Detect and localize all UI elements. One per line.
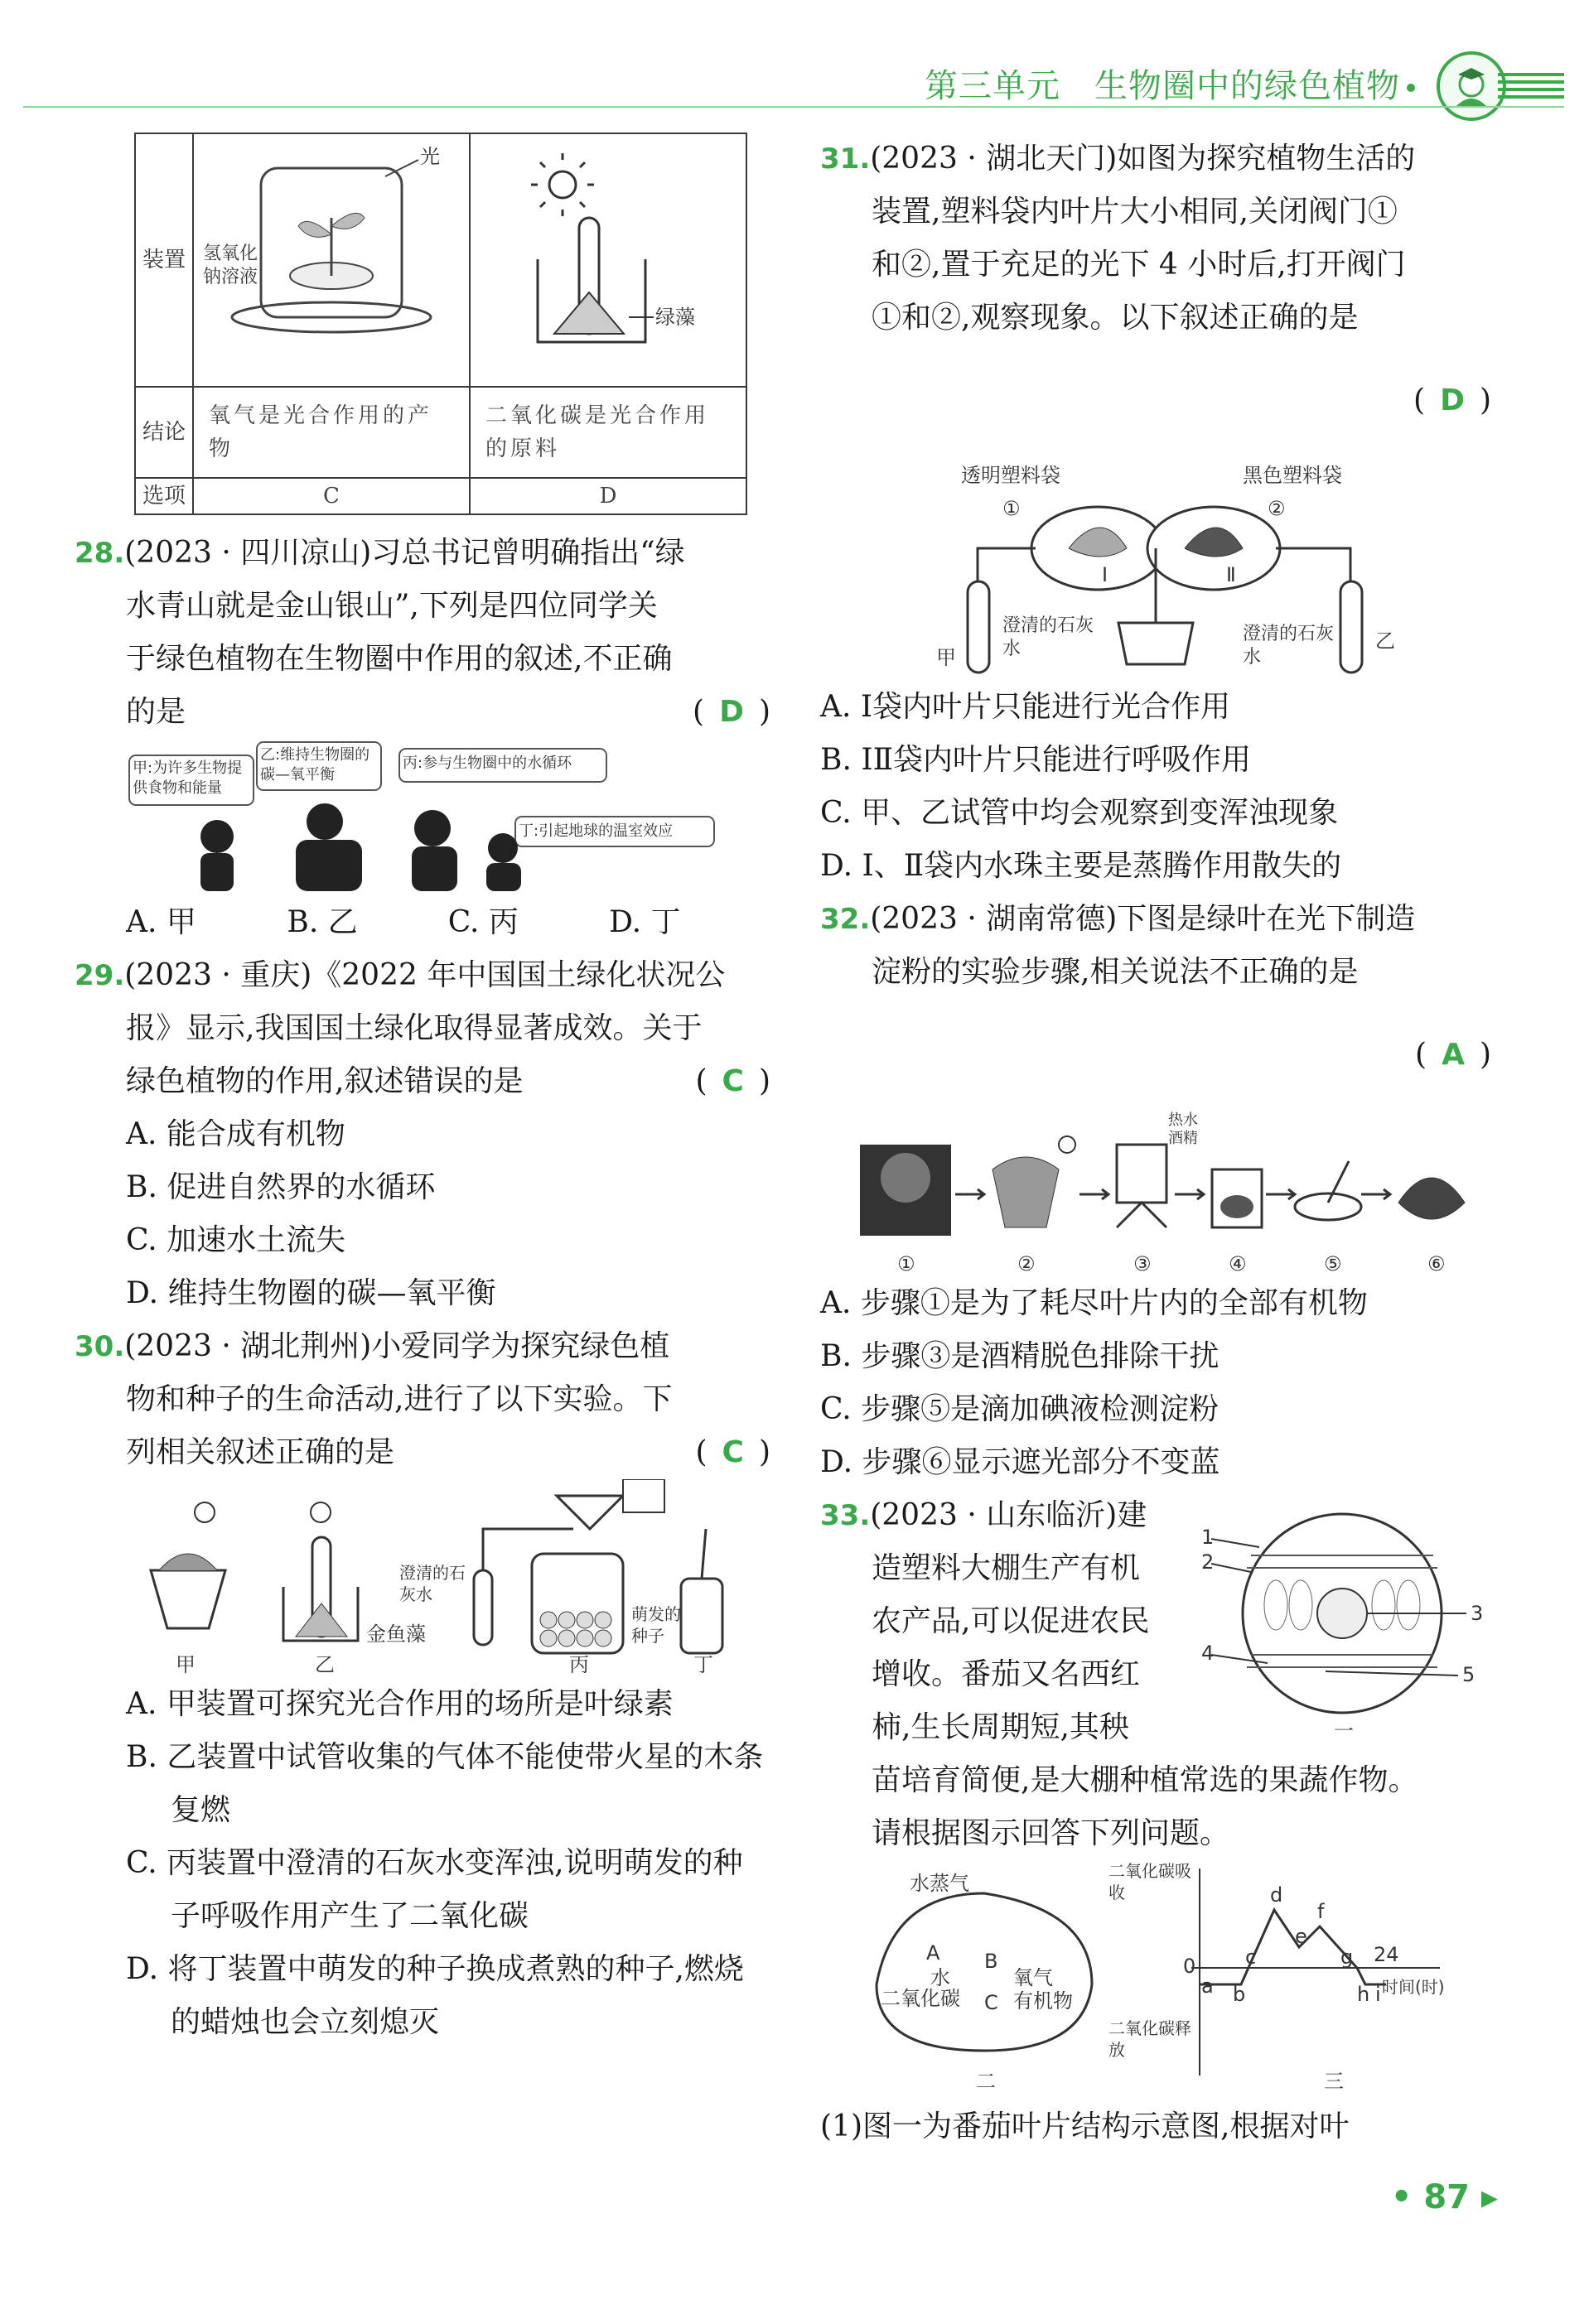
question-text: (2023 · 四川凉山)习总书记曾明确指出“绿 — [124, 536, 685, 570]
fig1-label: 1 — [1201, 1526, 1215, 1549]
label-jia: 甲 — [176, 1653, 196, 1676]
label-water: 水 — [930, 1966, 950, 1989]
question-32 — [820, 893, 1491, 1489]
label-bag1: Ⅰ — [1102, 563, 1108, 586]
answer-bracket: ( C ) — [695, 1435, 770, 1469]
question-text: (2023 · 湖北天门)如图为探究植物生活的 — [870, 142, 1416, 176]
question-text: (2023 · 重庆)《2022 年中国国土绿化状况公 — [124, 958, 726, 992]
point-label: g — [1340, 1946, 1354, 1969]
question-number: 30. — [75, 1330, 125, 1363]
option: C. 丙装置中澄清的石灰水变浑浊,说明萌发的种子呼吸作用产生了二氧化碳 — [126, 1846, 743, 1933]
question-text: 的是 — [126, 695, 186, 729]
fig1-label: 4 — [1201, 1642, 1215, 1665]
label-co2-release: 二氧化碳释放 — [1108, 2018, 1191, 2060]
answer-bracket: ( A ) — [1415, 1038, 1491, 1072]
conclusion-d: 二氧化碳是光合作用的原料 — [470, 387, 746, 478]
label-light: 光 — [420, 145, 440, 168]
question-text: 水青山就是金山银山”,下列是四位同学关 — [126, 589, 658, 623]
question-28 — [75, 527, 770, 949]
option: B. 促进自然界的水循环 — [126, 1170, 436, 1204]
fig1-label: 5 — [1462, 1663, 1476, 1686]
answer: C — [722, 1064, 744, 1098]
device-c-figure — [193, 133, 470, 387]
step-label: ⑤ — [1324, 1252, 1342, 1275]
conclusion-c: 氧气是光合作用的产物 — [193, 387, 470, 478]
page-number-value: 87 — [1423, 2178, 1470, 2216]
question-text: ①和②,观察现象。以下叙述正确的是 — [872, 301, 1359, 335]
label-alcohol: 酒精 — [1168, 1130, 1198, 1147]
q30-figure — [126, 1479, 754, 1678]
question-text: 淀粉的实验步骤,相关说法不正确的是 — [872, 955, 1359, 989]
question-text: 物和种子的生命活动,进行了以下实验。下 — [126, 1382, 673, 1416]
label-lime2: 澄清的石灰水 — [1243, 624, 1334, 668]
option: D. 将丁装置中萌发的种子换成煮熟的种子,燃烧的蜡烛也会立刻熄灭 — [126, 1952, 744, 2039]
page-header — [0, 0, 1589, 116]
option: B. 乙 — [287, 905, 358, 939]
header-stripes — [1498, 73, 1564, 106]
option: B. ⅠⅡ袋内叶片只能进行呼吸作用 — [820, 743, 1252, 777]
option: D. Ⅰ、Ⅱ袋内水珠主要是蒸腾作用散失的 — [820, 849, 1342, 883]
label-yi: 乙 — [315, 1653, 335, 1676]
row-head-option: 选项 — [135, 478, 193, 514]
label-seeds: 萌发的种子 — [631, 1604, 681, 1646]
option: A. Ⅰ袋内叶片只能进行光合作用 — [820, 690, 1231, 724]
table-row — [135, 387, 746, 478]
label-valve2: ② — [1268, 497, 1286, 520]
label-bag2: Ⅱ — [1226, 563, 1236, 586]
right-column — [820, 133, 1491, 2153]
question-text: 柿,生长周期短,其秧 — [872, 1710, 1129, 1744]
answer: D — [719, 695, 744, 729]
label-black-bag: 黑色塑料袋 — [1243, 464, 1342, 487]
option-d: D — [470, 478, 746, 514]
question-text: 列相关叙述正确的是 — [126, 1435, 395, 1469]
point-label: i — [1375, 1983, 1381, 2006]
question-text: 农产品,可以促进农民 — [872, 1604, 1150, 1638]
label-jia: 甲 — [936, 646, 956, 669]
q31-figure — [928, 457, 1491, 681]
option: C. 步骤⑤是滴加碘液检测淀粉 — [820, 1392, 1220, 1426]
label-time: 时间(时) — [1382, 1977, 1445, 1997]
label-yi: 乙 — [1375, 629, 1395, 653]
question-33 — [820, 1489, 1491, 2153]
fig3-caption: 三 — [1324, 2070, 1344, 2093]
header-rule — [23, 106, 1564, 108]
label-limewater: 澄清的石灰水 — [399, 1563, 466, 1604]
question-30 — [75, 1320, 770, 2049]
question-text: 报》显示,我国国土绿化取得显著成效。关于 — [126, 1011, 703, 1045]
device-table — [134, 133, 747, 515]
fig1-label: 3 — [1471, 1602, 1484, 1625]
unit-title: 第三单元 生物圈中的绿色植物 — [925, 60, 1415, 107]
question-text: 装置,塑料袋内叶片大小相同,关闭阀门① — [872, 195, 1398, 229]
left-column — [75, 133, 770, 2049]
device-d-figure — [470, 133, 746, 387]
step-label: ① — [897, 1252, 915, 1275]
point-label: a — [1201, 1974, 1214, 1998]
q32-figure — [860, 1111, 1491, 1277]
question-text: 请根据图示回答下列问题。 — [872, 1816, 1230, 1850]
question-text: (2023 · 湖北荆州)小爱同学为探究绿色植 — [124, 1329, 670, 1363]
question-text: 绿色植物的作用,叙述错误的是 — [126, 1064, 524, 1098]
option: A. 能合成有机物 — [126, 1117, 345, 1151]
table-row — [135, 133, 746, 387]
option: D. 维持生物圈的碳—氧平衡 — [126, 1276, 496, 1310]
answer: D — [1440, 383, 1465, 417]
label-algae: 绿藻 — [655, 306, 695, 329]
bubble-ding: 丁:引起地球的温室效应 — [519, 822, 674, 840]
label-o2: 氧气 — [1013, 1966, 1053, 1989]
option: C. 加速水土流失 — [126, 1223, 346, 1257]
fig1-label: 2 — [1201, 1550, 1215, 1574]
option: D. 步骤⑥显示遮光部分不变蓝 — [820, 1445, 1220, 1479]
question-text: 增收。番茄又名西红 — [872, 1657, 1141, 1691]
bubble-yi: 乙:维持生物圈的碳—氧平衡 — [260, 746, 370, 784]
label-naoh: 氢氧化钠溶液 — [203, 243, 258, 287]
q33-figure-1 — [1201, 1489, 1491, 1746]
step-label: ⑥ — [1427, 1252, 1446, 1275]
row-head-conclusion: 结论 — [135, 387, 193, 478]
option: A. 步骤①是为了耗尽叶片内的全部有机物 — [820, 1286, 1368, 1320]
label-valve1: ① — [1002, 497, 1021, 520]
question-number: 32. — [820, 903, 871, 936]
label-A: A — [926, 1941, 940, 1965]
question-number: 28. — [75, 537, 125, 570]
label-bing: 丙 — [569, 1653, 589, 1676]
label-organic: 有机物 — [1013, 1989, 1073, 2013]
fig1-caption: 一 — [1334, 1719, 1354, 1743]
question-text: 苗培育简便,是大棚种植常选的果蔬作物。 — [872, 1763, 1418, 1797]
question-text: 于绿色植物在生物圈中作用的叙述,不正确 — [126, 642, 673, 676]
point-label: f — [1317, 1900, 1325, 1923]
q33-figures-2-3 — [860, 1860, 1491, 2100]
step-label: ③ — [1133, 1252, 1152, 1275]
option: A. 甲 — [126, 905, 196, 939]
q28-options — [75, 896, 754, 949]
label-vapor: 水蒸气 — [910, 1872, 969, 1895]
bubble-bing: 丙:参与生物圈中的水循环 — [403, 755, 572, 772]
label-B: B — [984, 1950, 998, 1973]
page-number: • 87 ▸ — [1390, 2178, 1498, 2216]
label-tick24: 24 — [1374, 1943, 1399, 1966]
point-label: c — [1245, 1946, 1257, 1969]
point-label: b — [1233, 1983, 1246, 2006]
point-label: h — [1357, 1983, 1370, 2006]
q33-figure-2 — [860, 1860, 1108, 2100]
question-text: 造塑料大棚生产有机 — [872, 1551, 1141, 1585]
option: A. 甲装置可探究光合作用的场所是叶绿素 — [126, 1687, 674, 1721]
step-label: ② — [1017, 1252, 1036, 1275]
question-text: (1)图一为番茄叶片结构示意图,根据对叶 — [820, 2109, 1350, 2143]
question-text: 和②,置于充足的光下 4 小时后,打开阀门 — [872, 248, 1406, 282]
answer-bracket: ( D ) — [1413, 383, 1491, 417]
label-co2-absorb: 二氧化碳吸收 — [1108, 1861, 1191, 1902]
fig2-caption: 二 — [976, 2070, 996, 2093]
point-label: e — [1295, 1925, 1307, 1948]
question-text: (2023 · 湖南常德)下图是绿叶在光下制造 — [870, 902, 1416, 936]
option: B. 步骤③是酒精脱色排除干扰 — [820, 1339, 1220, 1373]
table-row — [135, 478, 746, 514]
label-algae: 金鱼藻 — [366, 1622, 426, 1646]
step-label: ④ — [1229, 1252, 1247, 1275]
question-number: 29. — [75, 959, 125, 992]
option: D. 丁 — [609, 905, 681, 939]
bubble-jia: 甲:为许多生物提供食物和能量 — [133, 759, 243, 797]
label-clear-bag: 透明塑料袋 — [961, 464, 1060, 487]
label-origin: 0 — [1183, 1955, 1196, 1978]
label-C: C — [984, 1991, 998, 2014]
q33-figure-3 — [1108, 1860, 1456, 2100]
option: B. 乙装置中试管收集的气体不能使带火星的木条复燃 — [126, 1740, 764, 1827]
answer-bracket: ( D ) — [693, 695, 770, 729]
question-text: (2023 · 山东临沂)建 — [870, 1498, 1147, 1532]
student-avatar-icon — [1437, 51, 1506, 121]
question-31 — [820, 133, 1491, 893]
option: C. 丙 — [447, 905, 519, 939]
label-hot-water: 热水 — [1168, 1111, 1198, 1129]
question-number: 31. — [820, 142, 871, 176]
answer: C — [722, 1435, 744, 1469]
label-co2: 二氧化碳 — [881, 1987, 960, 2010]
question-29 — [75, 949, 770, 1320]
title-dot — [1407, 84, 1415, 92]
option: C. 甲、乙试管中均会观察到变浑浊现象 — [820, 796, 1339, 830]
answer-bracket: ( C ) — [695, 1064, 770, 1098]
point-label: d — [1270, 1883, 1283, 1907]
question-number: 33. — [820, 1499, 871, 1532]
option-c: C — [193, 478, 470, 514]
answer: A — [1442, 1038, 1465, 1072]
row-head-device: 装置 — [135, 133, 193, 387]
label-ding: 丁 — [693, 1653, 713, 1676]
q28-figure — [126, 739, 754, 896]
label-lime1: 澄清的石灰水 — [1002, 615, 1094, 659]
